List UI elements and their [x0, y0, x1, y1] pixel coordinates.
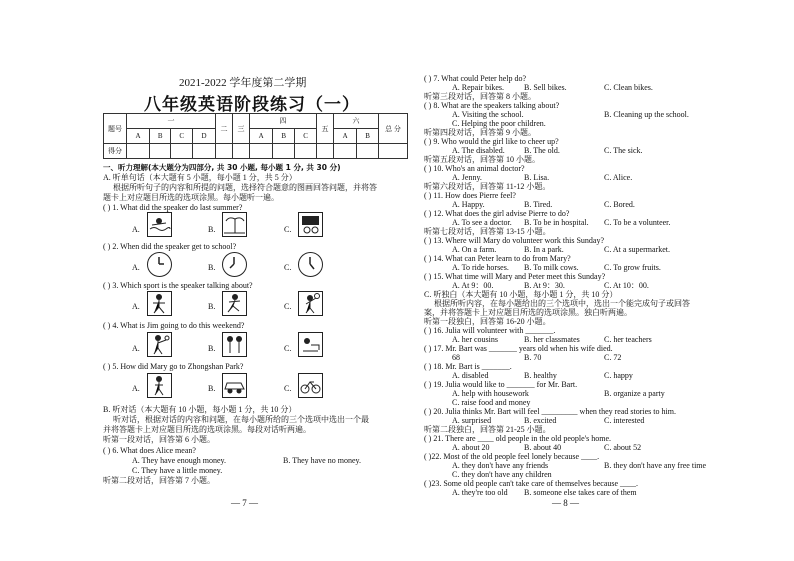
part-c-title: C. 听独白（本大题有 10 小题，每小题 1 分，共 10 分） [424, 290, 618, 299]
dialogue-3-note: 听第三段对话，回答第 8 小题。 [424, 92, 536, 101]
basketball-player-image [298, 291, 323, 316]
q9-option-a: A. The disabled. [452, 146, 505, 155]
q6-option-c: C. They have a little money. [132, 466, 223, 475]
q16-option-b: B. her classmates [524, 335, 580, 344]
football-player-image [147, 291, 172, 316]
q16-option-a: A. her cousins [452, 335, 498, 344]
q18-option-a: A. disabled [452, 371, 489, 380]
score-sub: A [250, 129, 273, 144]
bicycle-image [298, 373, 323, 398]
q19-option-c: C. raise food and money [452, 398, 531, 407]
option-label: B. [208, 302, 216, 311]
score-sub: D [192, 129, 215, 144]
exam-title: 八年级英语阶段练习（一） [144, 95, 360, 115]
q8-option-b: B. Cleaning up the school. [604, 110, 689, 119]
q17-option-b: B. 70 [524, 353, 542, 362]
score-sub: B [273, 129, 295, 144]
option-label: A. [132, 263, 140, 272]
q6-option-a: A. They have enough money. [132, 456, 226, 465]
score-sub: C [171, 129, 193, 144]
dialogue-2-note: 听第二段对话，回答第 7 小题。 [103, 476, 215, 485]
page-number-left: — 7 — [231, 498, 258, 508]
q20-option-a: A. surprised [452, 416, 492, 425]
q18-option-b: B. healthy [524, 371, 557, 380]
q23-option-b: B. someone else takes care of them [524, 488, 637, 497]
score-col-2: 二 [216, 114, 233, 144]
car-image [222, 373, 247, 398]
q7-option-b: B. Sell bikes. [524, 83, 567, 92]
q15-option-b: B. At 9：30. [524, 281, 565, 290]
question-2: ( ) 2. When did the speaker get to school? [103, 242, 237, 251]
q21-option-c: C. about 52 [604, 443, 642, 452]
q22-option-b: B. they don't have any free time [604, 461, 707, 470]
monologue-1-note: 听第一段独白，回答第 16-20 小题。 [424, 317, 551, 326]
q12-option-a: A. To see a doctor. [452, 218, 512, 227]
runner-image [222, 291, 247, 316]
q22-option-a: A. they don't have any friends [452, 461, 549, 470]
question-8: ( ) 8. What are the speakers talking about? [424, 101, 560, 110]
question-9: ( ) 9. Who would the girl like to cheer up? [424, 137, 559, 146]
q12-option-c: C. To be a volunteer. [604, 218, 671, 227]
part-b-directions-2: 并将答题卡上对应题目所选的选项涂黑。每段对话听两遍。 [103, 425, 311, 434]
q21-option-a: A. about 20 [452, 443, 490, 452]
q14-option-a: A. To ride horses. [452, 263, 509, 272]
question-21: ( ) 21. There are ____ old people in the old people's home. [424, 434, 612, 443]
q15-option-a: A. At 9：00. [452, 281, 494, 290]
q9-option-c: C. The sick. [604, 146, 643, 155]
q6-option-b: B. They have no money. [283, 456, 361, 465]
people-image [222, 332, 247, 357]
exam-year: 2021-2022 学年度第二学期 [179, 77, 307, 89]
question-18: ( ) 18. Mr. Bart is _______. [424, 362, 512, 371]
score-sub: A [334, 129, 357, 144]
dialogue-1-note: 听第一段对话，回答第 6 小题。 [103, 435, 215, 444]
question-15: ( ) 15. What time will Mary and Peter meet this Sunday? [424, 272, 606, 281]
q16-option-c: C. her teachers [604, 335, 652, 344]
question-4: ( ) 4. What is Jim going to do this weekend? [103, 321, 245, 330]
question-16: ( ) 16. Julia will volunteer with _______. [424, 326, 556, 335]
dialogue-7-note: 听第七段对话，回答第 13-15 小题。 [424, 227, 551, 236]
q11-option-b: B. Tired. [524, 200, 553, 209]
score-col-3: 三 [233, 114, 250, 144]
walking-image [147, 373, 172, 398]
q7-option-c: C. Clean bikes. [604, 83, 653, 92]
part-a-title: A. 听单句话（本大题有 5 小题，每小题 1 分，共 5 分） [103, 173, 297, 182]
score-col-4: 四 [250, 114, 317, 129]
question-7: ( ) 7. What could Peter help do? [424, 74, 527, 83]
part-b-title: B. 听对话（本大题有 10 小题，每小题 1 分，共 10 分） [103, 405, 297, 414]
q9-option-b: B. The old. [524, 146, 560, 155]
option-label: B. [208, 225, 216, 234]
swimming-image [147, 212, 172, 237]
q14-option-b: B. To milk cows. [524, 263, 579, 272]
reading-image [298, 332, 323, 357]
question-10: ( ) 10. Who's an animal doctor? [424, 164, 525, 173]
q21-option-b: B. about 40 [524, 443, 562, 452]
question-20: ( ) 20. Julia thinks Mr. Bart will feel _________ when they read stories to him. [424, 407, 676, 416]
option-label: C. [284, 384, 292, 393]
page-number-right: — 8 — [552, 498, 579, 508]
score-col-5: 五 [317, 114, 334, 144]
score-table [103, 113, 408, 159]
question-6: ( ) 6. What does Alice mean? [103, 446, 196, 455]
tennis-player-image [147, 332, 172, 357]
part-b-directions: 听对话，根据对话的内容和问题，在每小题所给的三个选项中选出一个最 [113, 415, 369, 424]
question-3: ( ) 3. Which sport is the speaker talking about? [103, 281, 253, 290]
option-label: A. [132, 225, 140, 234]
q11-option-a: A. Happy. [452, 200, 485, 209]
score-col-6: 六 [334, 114, 379, 129]
q8-option-c: C. Helping the poor children. [452, 119, 546, 128]
clock-icon [147, 252, 172, 277]
q13-option-a: A. On a farm. [452, 245, 497, 254]
part-c-directions-2: 案，并将答题卡上对应题目所选的选项涂黑。独白听两遍。 [424, 308, 632, 317]
q10-option-b: B. Lisa. [524, 173, 550, 182]
question-14: ( ) 14. What can Peter learn to do from Mary? [424, 254, 571, 263]
monologue-2-note: 听第二段独白，回答第 21-25 小题。 [424, 425, 551, 434]
classroom-image [298, 212, 323, 237]
option-label: A. [132, 384, 140, 393]
question-17: ( ) 17. Mr. Bart was _______ years old when his wife died. [424, 344, 613, 353]
q13-option-c: C. At a supermarket. [604, 245, 670, 254]
option-label: B. [208, 344, 216, 353]
score-col-1: 一 [127, 114, 216, 129]
question-12: ( ) 12. What does the girl advise Pierre to do? [424, 209, 570, 218]
part-a-directions: 根据所听句子的内容和所提的问题，选择符合题意的图画回答问题，并将答 [113, 183, 377, 192]
beach-image [222, 212, 247, 237]
question-5: ( ) 5. How did Mary go to Zhongshan Park? [103, 362, 244, 371]
dialogue-4-note: 听第四段对话，回答第 9 小题。 [424, 128, 536, 137]
q12-option-b: B. To be in hospital. [524, 218, 589, 227]
dialogue-6-note: 听第六段对话，回答第 11-12 小题。 [424, 182, 551, 191]
q17-option-a: 68 [452, 353, 460, 362]
score-sub: A [127, 129, 150, 144]
q19-option-a: A. help with housework [452, 389, 529, 398]
dialogue-5-note: 听第五段对话，回答第 10 小题。 [424, 155, 540, 164]
q10-option-c: C. Alice. [604, 173, 633, 182]
q18-option-c: C. happy [604, 371, 633, 380]
clock-icon [222, 252, 247, 277]
option-label: B. [208, 263, 216, 272]
question-22: ( )22. Most of the old people feel lonely because ____. [424, 452, 600, 461]
q20-option-b: B. excited [524, 416, 557, 425]
option-label: A. [132, 344, 140, 353]
score-sub: C [295, 129, 317, 144]
question-1: ( ) 1. What did the speaker do last summer? [103, 203, 243, 212]
q10-option-a: A. Jenny. [452, 173, 482, 182]
q20-option-c: C. interested [604, 416, 645, 425]
question-19: ( ) 19. Julia would like to _______ for Mr. Bart. [424, 380, 578, 389]
q13-option-b: B. In a park. [524, 245, 564, 254]
score-row-label: 得分 [104, 144, 127, 159]
q22-option-c: C. they don't have any children [452, 470, 552, 479]
score-label: 题号 [104, 114, 127, 144]
section-1-title: 一、听力理解(本大题分为四部分, 共 30 小题, 每小题 1 分, 共 30 分) [103, 163, 341, 172]
q19-option-b: B. organize a party [604, 389, 665, 398]
option-label: C. [284, 225, 292, 234]
score-total: 总 分 [379, 114, 408, 144]
clock-icon [298, 252, 323, 277]
option-label: A. [132, 302, 140, 311]
score-sub: B [149, 129, 171, 144]
q8-option-a: A. Visiting the school. [452, 110, 524, 119]
option-label: C. [284, 302, 292, 311]
q17-option-c: C. 72 [604, 353, 622, 362]
q15-option-c: C. At 10：00. [604, 281, 649, 290]
question-13: ( ) 13. Where will Mary do volunteer work this Sunday? [424, 236, 605, 245]
part-c-directions: 根据所听内容，在每小题给出的三个选项中，选出一个能完成句子或回答 [434, 299, 690, 308]
option-label: C. [284, 344, 292, 353]
question-11: ( ) 11. How does Pierre feel? [424, 191, 516, 200]
option-label: C. [284, 263, 292, 272]
q11-option-c: C. Bored. [604, 200, 635, 209]
q14-option-c: C. To grow fruits. [604, 263, 661, 272]
part-a-directions-2: 题卡上对应题目所选的选项涂黑。每小题听一遍。 [103, 193, 279, 202]
q7-option-a: A. Repair bikes. [452, 83, 504, 92]
score-sub: B [357, 129, 379, 144]
question-23: ( )23. Some old people can't take care of themselves because ____. [424, 479, 639, 488]
q23-option-a: A. they're too old [452, 488, 508, 497]
option-label: B. [208, 384, 216, 393]
